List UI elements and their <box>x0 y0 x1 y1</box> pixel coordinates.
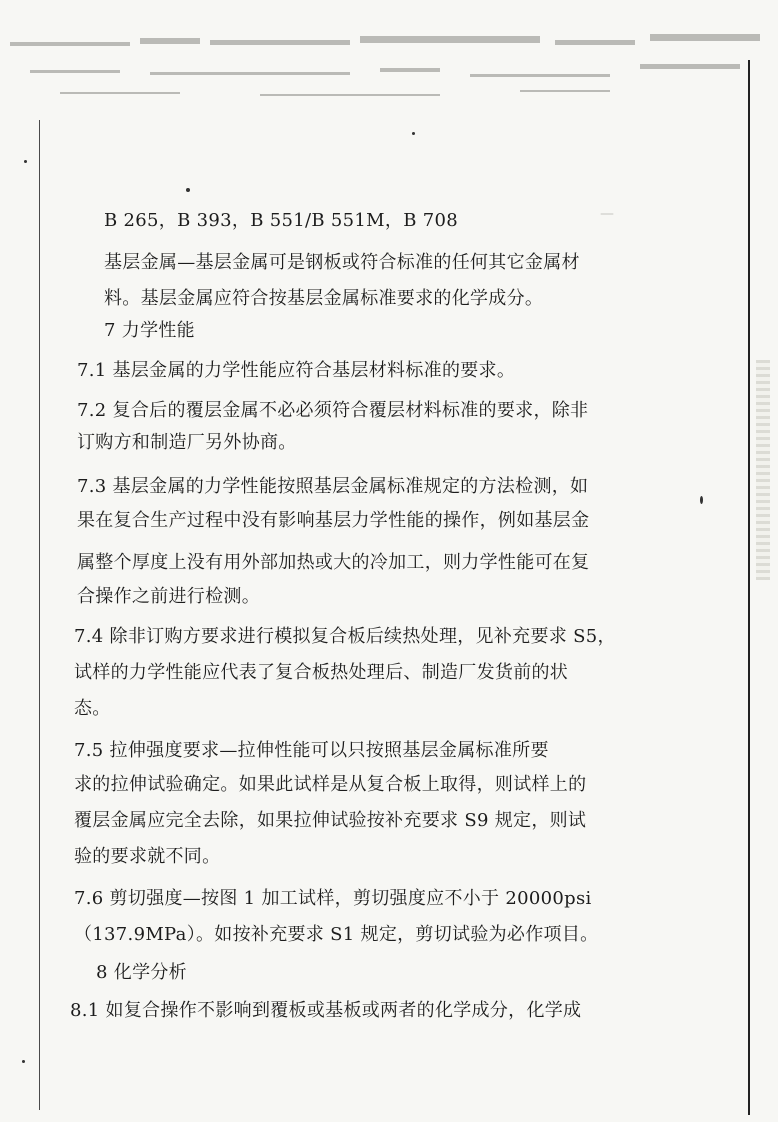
text-line: 料。基层金属应符合按基层金属标准要求的化学成分。 <box>104 288 544 309</box>
text-line: 7.5 拉伸强度要求—拉伸性能可以只按照基层金属标准所要 <box>74 740 549 761</box>
text-line: 果在复合生产过程中没有影响基层力学性能的操作，例如基层金 <box>77 510 590 531</box>
text-line: （137.9MPa）。如按补充要求 S1 规定，剪切试验为必作项目。 <box>74 924 599 945</box>
scan-noise-header <box>0 20 778 110</box>
text-line: 7.6 剪切强度—按图 1 加工试样，剪切强度应不小于 20000psi <box>74 888 592 909</box>
text-line: 覆层金属应完全去除，如果拉伸试验按补充要求 S9 规定，则试 <box>74 810 587 831</box>
left-margin-rule <box>39 120 40 1110</box>
scan-edge-artifact <box>756 360 770 580</box>
scan-noise-graphic <box>0 20 778 110</box>
text-line: 属整个厚度上没有用外部加热或大的冷加工，则力学性能可在复 <box>77 552 590 573</box>
text-line: 基层金属—基层金属可是钢板或符合标准的任何其它金属材 <box>104 252 580 273</box>
scan-speck <box>186 188 190 192</box>
text-line: 求的拉伸试验确定。如果此试样是从复合板上取得，则试样上的 <box>74 774 587 795</box>
bleed-through-text: — <box>600 206 614 222</box>
text-line: 订购方和制造厂另外协商。 <box>77 432 297 453</box>
text-line: B 265，B 393，B 551/B 551M，B 708 <box>104 210 459 231</box>
scan-speck <box>412 132 415 135</box>
right-margin-rule <box>748 60 750 1115</box>
text-line: 7.3 基层金属的力学性能按照基层金属标准规定的方法检测，如 <box>77 476 589 497</box>
text-line: 7.4 除非订购方要求进行模拟复合板后续热处理，见补充要求 S5， <box>74 626 616 647</box>
text-line: 验的要求就不同。 <box>74 846 221 867</box>
text-line: 7.1 基层金属的力学性能应符合基层材料标准的要求。 <box>77 360 516 381</box>
text-line: 合操作之前进行检测。 <box>77 586 260 607</box>
text-line: 试样的力学性能应代表了复合板热处理后、制造厂发货前的状 <box>74 662 569 683</box>
scan-speck <box>700 496 703 504</box>
section-heading-8: 8 化学分析 <box>96 962 187 983</box>
scan-speck <box>24 160 27 163</box>
text-line: 7.2 复合后的覆层金属不必必须符合覆层材料标准的要求，除非 <box>77 400 589 421</box>
section-heading-7: 7 力学性能 <box>104 320 195 341</box>
scan-speck <box>22 1060 25 1063</box>
text-line: 态。 <box>74 698 111 719</box>
text-line: 8.1 如复合操作不影响到覆板或基板或两者的化学成分，化学成 <box>70 1000 582 1021</box>
